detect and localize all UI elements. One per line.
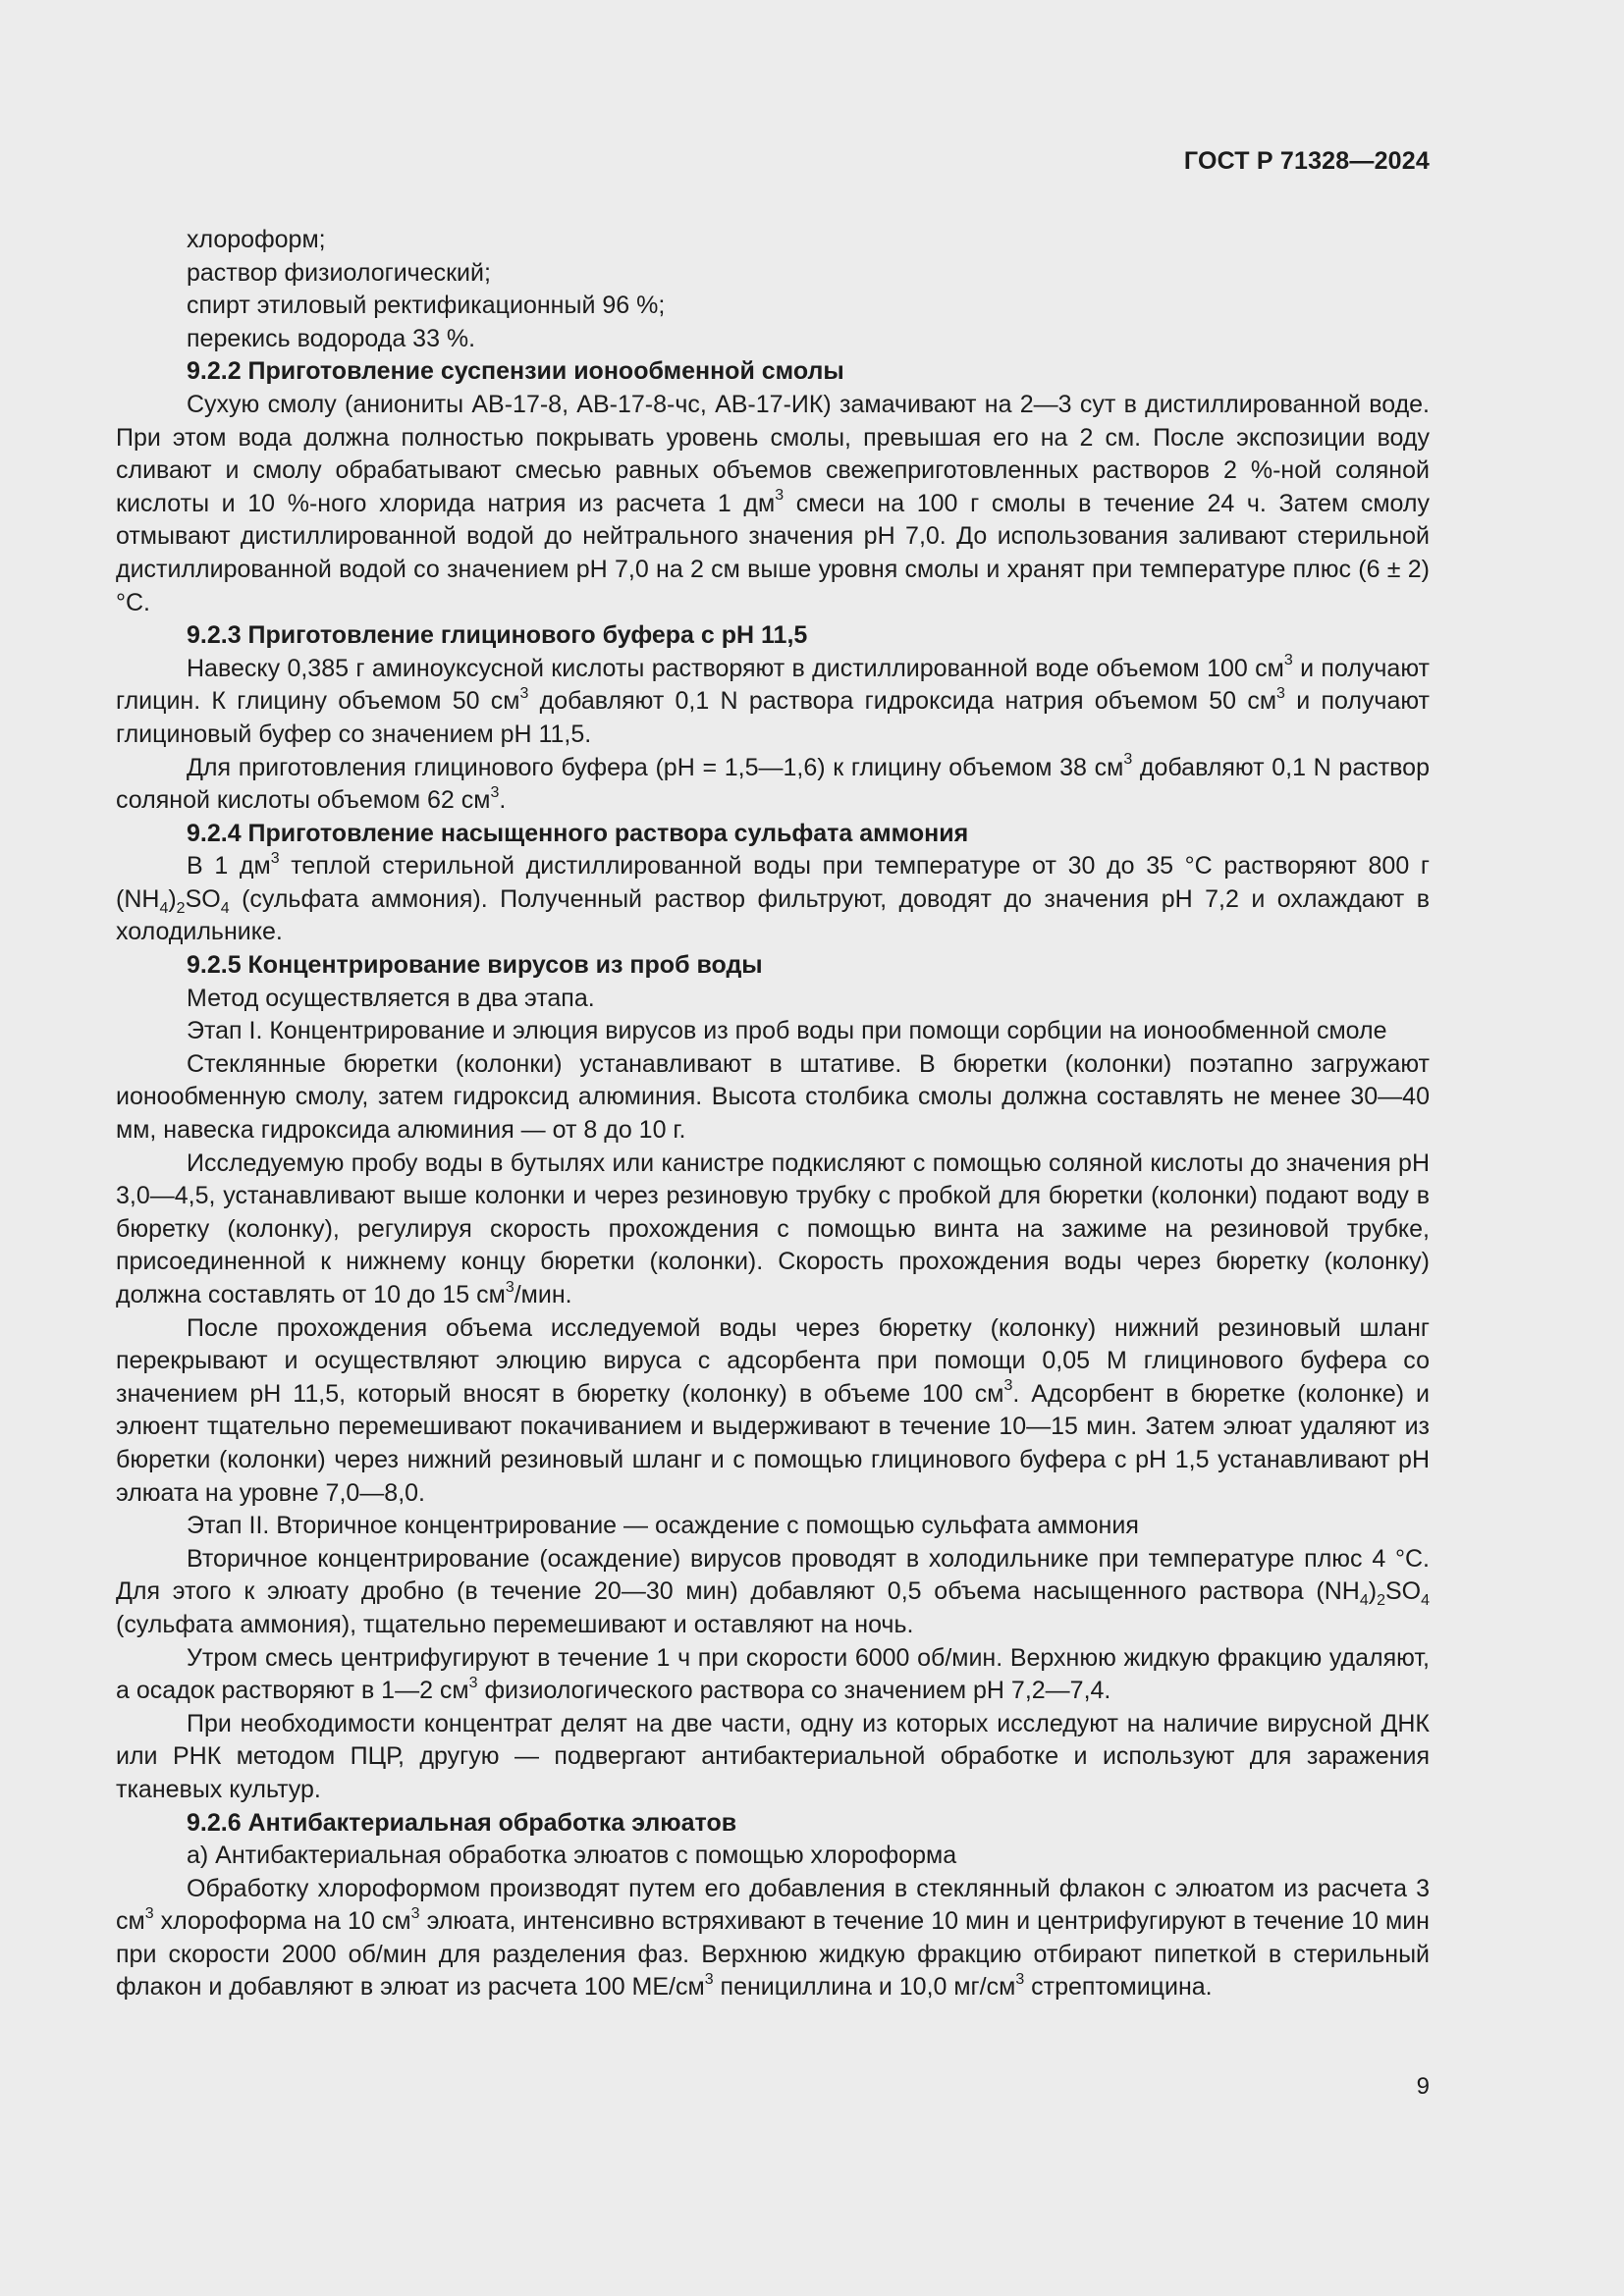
paragraph: Этап I. Концентрирование и элюция вирусов из проб воды при помощи сорбции на ионообменной смоле [187,1017,1387,1045]
document-code: ГОСТ Р 71328—2024 [1183,147,1430,175]
paragraph: Вторичное концентрирование (осаждение) вирусов проводят в холодильнике при температуре плюс 4 °С. Для этого к элюату дробно (в течение 20—30 мин) добавляют 0,5 объема насыщенного раствора $(NH_4)_2SO_4$ (сульфата аммония), тщательно перемешивают и оставляют на ночь. [116,1544,1430,1638]
section-heading-9-2-6: 9.2.6 Антибактериальная обработка элюатов [187,1808,737,1837]
paragraph: Этап II. Вторичное концентрирование — осаждение с помощью сульфата аммония [187,1512,1139,1540]
paragraph: Метод осуществляется в два этапа. [187,984,595,1012]
section-heading-9-2-3: 9.2.3 Приготовление глицинового буфера с рН 11,5 [187,621,808,650]
section-heading-9-2-5: 9.2.5 Концентрирование вирусов из проб воды [187,951,763,980]
paragraph: Навеску 0,385 г аминоуксусной кислоты растворяют в дистиллированной воде объемом 100 $см^3$ и получают глицин. К глицину объемом 50 $см^3$ добавляют 0,1 N раствора гидроксида натрия объемом 50 $см^3$ и получают глициновый буфер со значением рН 11,5. [116,652,1431,748]
list-item: раствор физиологический; [187,258,491,287]
list-item: хлороформ; [187,226,326,253]
page-body [116,224,1430,2004]
paragraph: Стеклянные бюретки (колонки) устанавливают в штативе. В бюретки (колонки) поэтапно загружают ионообменную смолу, затем гидроксид алюминия. Высота столбика смолы должна составлять не менее 30—40 мм, навеска гидроксида алюминия — от 8 до 10 г. [116,1049,1430,1145]
paragraph: При необходимости концентрат делят на две части, одну из которых исследуют на наличие вирусной ДНК или РНК методом ПЦР, другую — подвергают антибактериальной обработке и используют для заражения тканевых культур. [116,1709,1430,1803]
section-heading-9-2-4: 9.2.4 Приготовление насыщенного раствора сульфата аммония [187,819,969,847]
list-item: спирт этиловый ректификационный 96 %; [187,292,666,320]
paragraph: Обработку хлороформом производят путем его добавления в стеклянный флакон с элюатом из расчета 3 $см^3$ хлороформа на 10 $см^3$ элюата, интенсивно встряхивают в течение 10 мин и центрифугируют в течение 10 мин при скорости 2000 об/мин для разделения фаз. Верхнюю жидкую фракцию отбирают пипеткой в стерильный флакон и добавляют в элюат из расчета 100 $МЕ/см^3$ пенициллина и 10,0 $мг/см^3$ стрептомицина. [116,1874,1430,2002]
paragraph: Исследуемую пробу воды в бутылях или канистре подкисляют с помощью соляной кислоты до значения рН 3,0—4,5, устанавливают выше колонки и через резиновую трубку с пробкой для бюретки (колонки) подают воду в бюретку (колонку), регулируя скорость прохождения с помощью винта на зажиме на резиновой трубке, присоединенной к нижнему концу бюретки (колонки). Скорость прохождения воды через бюретку (колонку) должна составлять от 10 до 15 $см^3$/мин. [116,1148,1430,1308]
paragraph: а) Антибактериальная обработка элюатов с помощью хлороформа [187,1842,957,1870]
paragraph: Сухую смолу (аниониты АВ-17-8, АВ-17-8-чс, АВ-17-ИК) замачивают на 2—3 сут в дистиллированной воде. При этом вода должна полностью покрывать уровень смолы, превышая его на 2 см. После экспозиции воду сливают и смолу обрабатывают смесью равных объемов свежеприготовленных растворов 2 %-ной соляной кислоты и 10 %-ного хлорида натрия из расчета 1 $дм^3$ смеси на 100 г смолы в течение 24 ч. Затем смолу отмывают дистиллированной водой до нейтрального значения рН 7,0. До использования заливают стерильной дистиллированной водой со значением рН 7,0 на 2 см выше уровня смолы и хранят при температуре плюс (6 ± 2) °С. [116,390,1430,616]
paragraph: В 1 $дм^3$ теплой стерильной дистиллированной воды при температуре от 30 до 35 °С растворяют 800 г $(NH_4)_2SO_4$ (сульфата аммония). Полученный раствор фильтруют, доводят до значения рН 7,2 и охлаждают в холодильнике. [116,849,1431,946]
paragraph: Для приготовления глицинового буфера (рН = 1,5—1,6) к глицину объемом 38 $см^3$ добавляют 0,1 N раствор соляной кислоты объемом 62 $см^3$. [116,751,1430,815]
page-number: 9 [1416,2073,1430,2100]
paragraph: После прохождения объема исследуемой воды через бюретку (колонку) нижний резиновый шланг перекрывают и осуществляют элюцию вируса с адсорбента при помощи 0,05 М глицинового буфера со значением рН 11,5, который вносят в бюретку (колонку) в объеме 100 $см^3$. Адсорбент в бюретке (колонке) и элюент тщательно перемешивают покачиванием и выдерживают в течение 10—15 мин. Затем элюат удаляют из бюретки (колонки) через нижний резиновый шланг и с помощью глицинового буфера с рН 1,5 устанавливают рН элюата на уровне 7,0—8,0. [116,1313,1430,1507]
section-heading-9-2-2: 9.2.2 Приготовление суспензии ионообменной смолы [187,357,844,386]
paragraph: Утром смесь центрифугируют в течение 1 ч при скорости 6000 об/мин. Верхнюю жидкую фракцию удаляют, а осадок растворяют в 1—2 $см^3$ физиологического раствора со значением рН 7,2—7,4. [116,1643,1430,1705]
list-item: перекись водорода 33 %. [187,324,476,352]
